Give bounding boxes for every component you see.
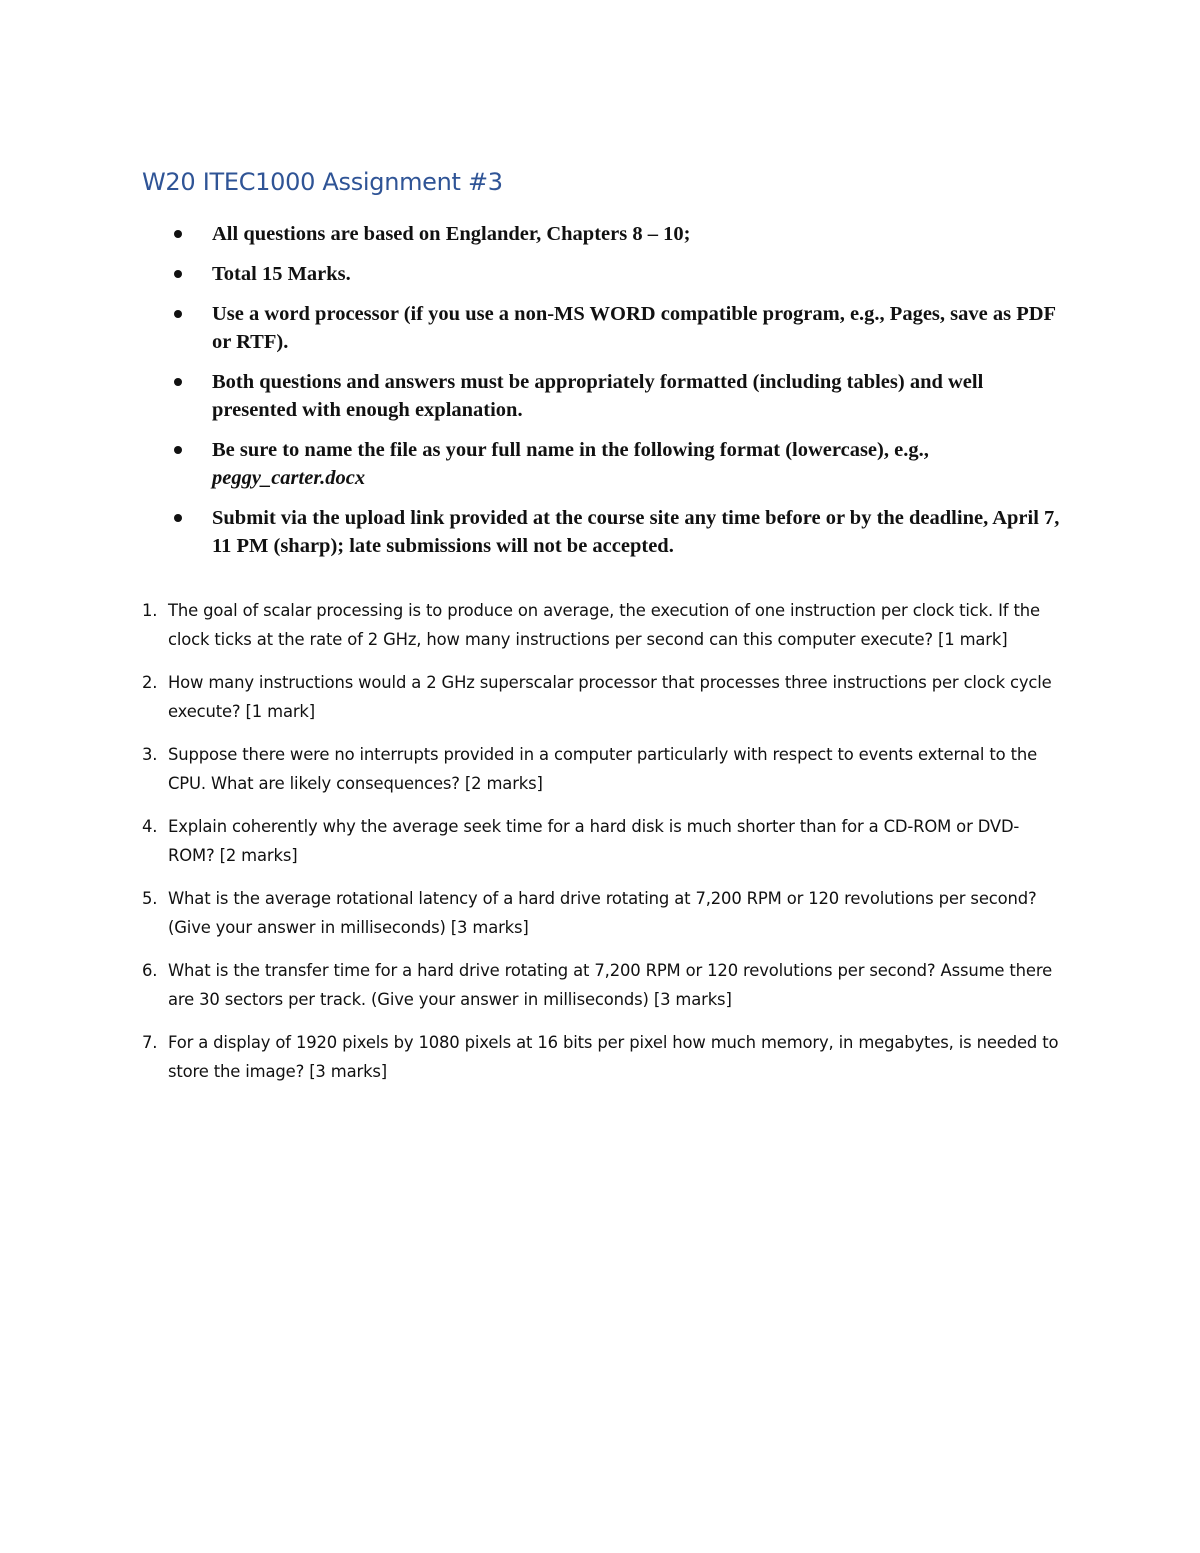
- bullet-icon: [174, 378, 182, 386]
- question-text: How many instructions would a 2 GHz superscalar processor that processes three instructions per clock cycle execute? [1 mark]: [168, 673, 1052, 721]
- bullet-icon: [174, 514, 182, 522]
- question-item: [142, 884, 1062, 942]
- question-text: What is the average rotational latency of a hard drive rotating at 7,200 RPM or 120 revolutions per second? (Give your answer in milliseconds) [3 marks]: [168, 889, 1037, 937]
- instruction-item: [172, 368, 1072, 424]
- filename-example: peggy_carter.docx: [212, 467, 366, 489]
- question-number: 3.: [142, 745, 158, 764]
- question-text: Explain coherently why the average seek time for a hard disk is much shorter than for a CD-ROM or DVD-ROM? [2 marks]: [168, 817, 1020, 865]
- instruction-text: Submit via the upload link provided at the course site any time before or by the deadline, April 7, 11 PM (sharp); late submissions will not be accepted.: [212, 507, 1060, 557]
- instructions-list: [172, 220, 1072, 572]
- question-number: 5.: [142, 889, 158, 908]
- question-number: 2.: [142, 673, 158, 692]
- instruction-item: [172, 220, 1072, 248]
- instruction-item: [172, 504, 1072, 560]
- question-item: [142, 740, 1062, 798]
- question-item: [142, 956, 1062, 1014]
- instruction-item: [172, 436, 1072, 492]
- instruction-text: All questions are based on Englander, Chapters 8 – 10;: [212, 223, 691, 245]
- instruction-text: Be sure to name the file as your full name in the following format (lowercase), e.g.,: [212, 439, 929, 461]
- instruction-text: Use a word processor (if you use a non-MS WORD compatible program, e.g., Pages, save as PDF or RTF).: [212, 303, 1056, 353]
- question-number: 6.: [142, 961, 158, 980]
- instruction-item: [172, 300, 1072, 356]
- question-item: [142, 668, 1062, 726]
- bullet-icon: [174, 310, 182, 318]
- bullet-icon: [174, 230, 182, 238]
- question-number: 4.: [142, 817, 158, 836]
- question-number: 7.: [142, 1033, 158, 1052]
- instruction-item: [172, 260, 1072, 288]
- question-number: 1.: [142, 601, 158, 620]
- question-item: [142, 596, 1062, 654]
- page-title: W20 ITEC1000 Assignment #3: [142, 168, 503, 196]
- bullet-icon: [174, 446, 182, 454]
- question-item: [142, 1028, 1062, 1086]
- question-text: What is the transfer time for a hard drive rotating at 7,200 RPM or 120 revolutions per second? Assume there are 30 sectors per track. (Give your answer in milliseconds) [3 marks]: [168, 961, 1053, 1009]
- question-text: Suppose there were no interrupts provided in a computer particularly with respect to events external to the CPU. What are likely consequences? [2 marks]: [168, 745, 1038, 793]
- instruction-text: Both questions and answers must be appropriately formatted (including tables) and well presented with enough explanation.: [212, 371, 984, 421]
- bullet-icon: [174, 270, 182, 278]
- question-text: The goal of scalar processing is to produce on average, the execution of one instruction per clock tick. If the clock ticks at the rate of 2 GHz, how many instructions per second can this computer execute? [1 mark]: [168, 601, 1040, 649]
- questions-list: [142, 596, 1062, 1100]
- question-text: For a display of 1920 pixels by 1080 pixels at 16 bits per pixel how much memory, in megabytes, is needed to store the image? [3 marks]: [168, 1033, 1059, 1081]
- instruction-text: Total 15 Marks.: [212, 263, 351, 285]
- question-item: [142, 812, 1062, 870]
